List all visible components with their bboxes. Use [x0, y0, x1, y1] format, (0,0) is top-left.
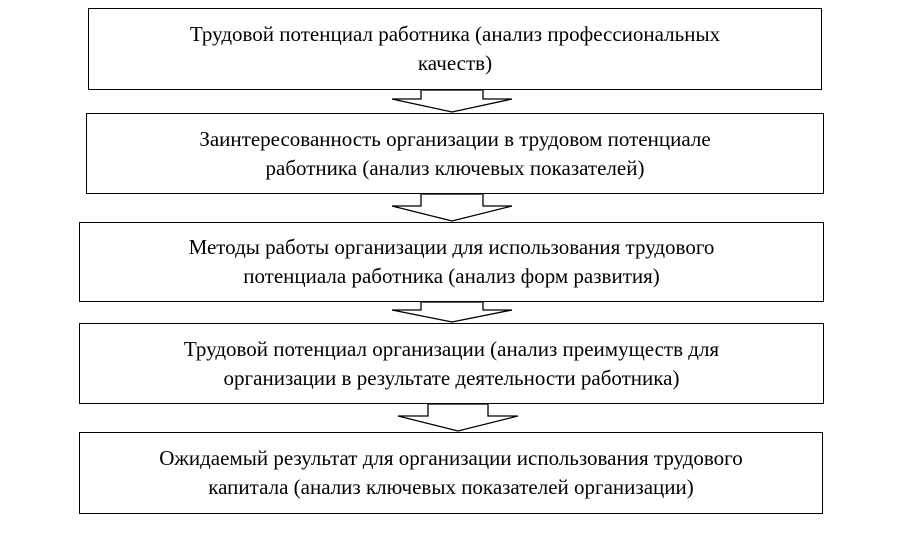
- step-box-5: [79, 432, 823, 514]
- arrow-down-2: [392, 194, 512, 221]
- step-text-2: [199, 125, 710, 183]
- step-5-line-2: капитала (анализ ключевых показателей организации): [208, 475, 694, 499]
- step-box-2: [86, 113, 824, 194]
- step-1-line-2: качеств): [417, 51, 493, 75]
- step-box-1: [88, 8, 822, 90]
- step-4-line-2: организации в результате деятельности работника): [223, 365, 680, 390]
- step-text-3: [189, 233, 715, 291]
- step-text-4: [184, 335, 719, 393]
- arrow-down-4: [398, 404, 518, 431]
- step-text-1: [190, 20, 720, 78]
- step-1-line-1: Трудовой потенциал работника (анализ профессиональных: [189, 22, 721, 46]
- step-2-line-1: Заинтересованность организации в трудовом потенциале: [199, 126, 711, 151]
- step-4-line-1: Трудовой потенциал организации (анализ преимуществ для: [183, 336, 720, 361]
- step-box-4: [79, 323, 824, 404]
- step-text-5: [159, 444, 743, 502]
- step-2-line-2: работника (анализ ключевых показателей): [265, 155, 645, 180]
- arrow-down-3: [392, 302, 512, 322]
- step-3-line-2: потенциала работника (анализ форм развития): [243, 264, 660, 288]
- step-3-line-1: Методы работы организации для использования трудового: [188, 235, 715, 259]
- step-5-line-1: Ожидаемый результат для организации использования трудового: [159, 446, 743, 470]
- arrow-down-1: [392, 90, 512, 112]
- step-box-3: [79, 222, 824, 302]
